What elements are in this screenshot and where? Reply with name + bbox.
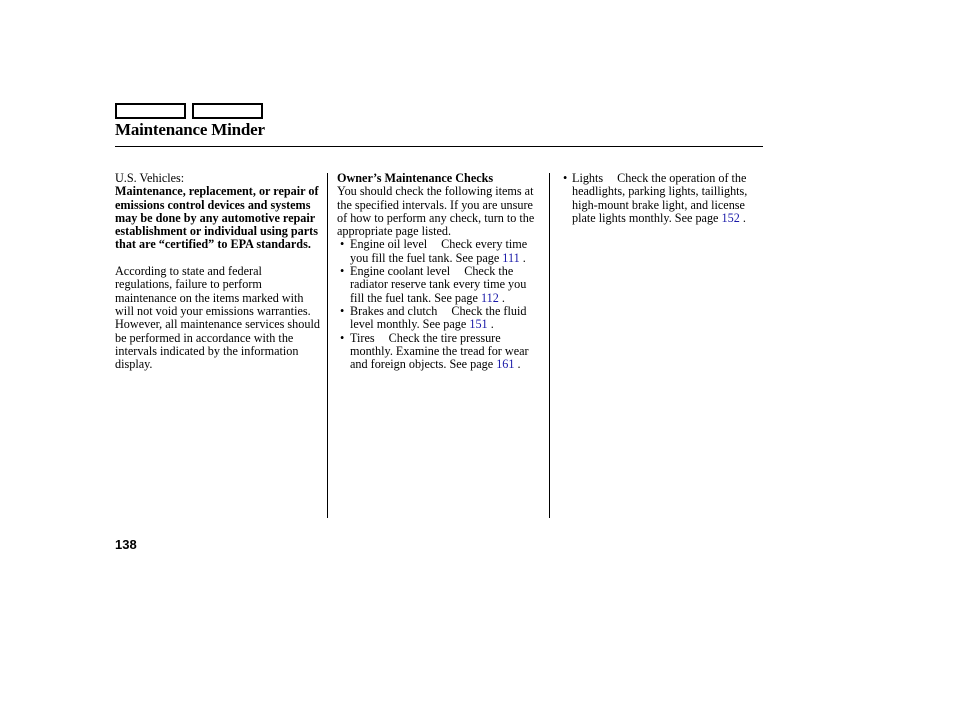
page-link[interactable]: 111	[502, 250, 520, 265]
item-text: Check the fluid level monthly. See page	[350, 303, 527, 332]
column-owner-checks	[337, 172, 543, 371]
item-label: Tires	[350, 330, 375, 345]
nav-tab-2[interactable]	[192, 103, 263, 119]
item-label: Engine coolant level	[350, 264, 451, 279]
column-emissions	[115, 172, 320, 371]
item-text: Check the tire pressure monthly. Examine the tread for wear and foreign objects. See page	[350, 330, 529, 372]
column-lights	[563, 172, 758, 225]
emissions-notice: Maintenance, replacement, or repair of emissions control devices and systems may be done by any automotive repair establishment or individual using parts that are “certified” to EPA standards.	[115, 184, 319, 252]
bullet-icon: •	[340, 237, 345, 252]
nav-tab-1[interactable]	[115, 103, 186, 119]
bullet-icon: •	[340, 330, 345, 345]
regulations-text-end: will not void your emissions warranties. However, all maintenance services should be performed in accordance with the intervals indicated by the information display.	[115, 303, 320, 372]
item-label: Lights	[572, 171, 604, 185]
page-link[interactable]: 161	[496, 357, 515, 372]
list-item	[337, 238, 543, 265]
checks-list	[337, 238, 543, 371]
item-label: Brakes and clutch	[350, 303, 438, 318]
lights-list	[563, 172, 758, 225]
item-label: Engine oil level	[350, 237, 428, 252]
regulations-text-start: According to state and federal regulations, failure to perform maintenance on the items marked with	[115, 264, 304, 305]
page-number: 138	[115, 537, 137, 552]
list-item	[337, 265, 543, 305]
column-divider-1	[327, 173, 328, 518]
item-text: Check the operation of the headlights, parking lights, taillights, high-mount brake light, and license plate lights monthly. See page	[572, 171, 748, 225]
bullet-icon: •	[340, 264, 345, 279]
section-intro: You should check the following items at the specified intervals. If you are unsure of how to perform any check, turn to the appropriate page listed.	[337, 184, 535, 239]
list-item	[337, 332, 543, 372]
list-item	[563, 172, 758, 225]
item-end: .	[517, 357, 521, 372]
item-end: .	[522, 250, 526, 265]
item-end: .	[490, 317, 494, 332]
column-divider-2	[549, 173, 550, 518]
item-end: .	[742, 210, 746, 225]
bullet-icon: •	[563, 171, 568, 185]
bullet-icon: •	[340, 303, 345, 318]
item-end: .	[501, 290, 505, 305]
page-link[interactable]: 151	[469, 317, 488, 332]
us-vehicles-label: U.S. Vehicles:	[115, 171, 185, 185]
page-link[interactable]: 152	[721, 210, 740, 225]
page-title: Maintenance Minder	[115, 120, 265, 139]
page-link[interactable]: 112	[480, 290, 499, 305]
list-item	[337, 305, 543, 332]
title-divider	[115, 146, 763, 147]
item-text: Check every time you fill the fuel tank. See page	[350, 237, 528, 265]
section-heading: Owner’s Maintenance Checks	[337, 171, 494, 185]
regulations-paragraph	[115, 265, 320, 371]
item-text: Check the radiator reserve tank every time you fill the fuel tank. See page	[350, 264, 527, 305]
